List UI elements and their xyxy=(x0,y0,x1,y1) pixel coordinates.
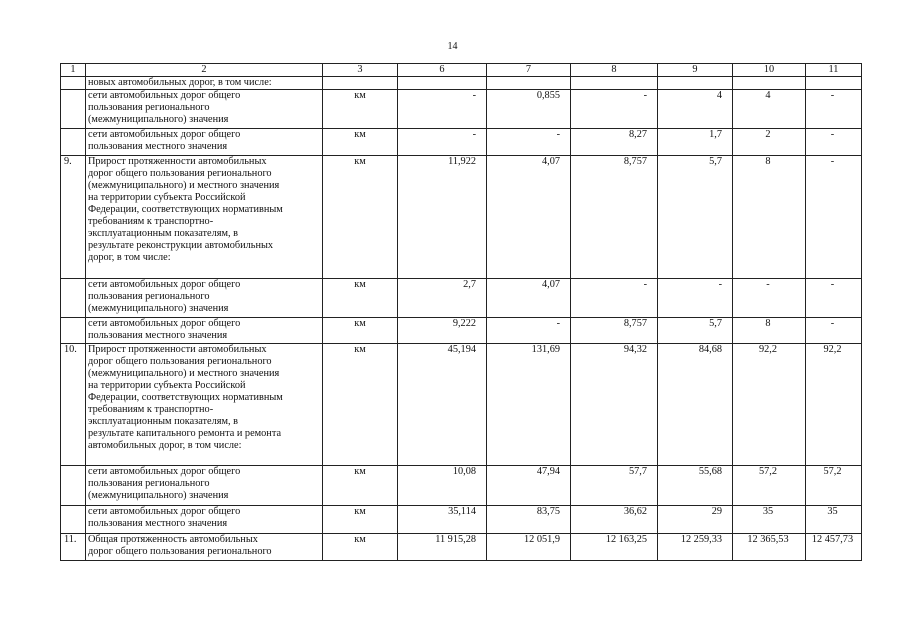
value-cell: 35,114 xyxy=(398,506,487,534)
value-cell: - xyxy=(806,279,862,318)
value-cell: 57,2 xyxy=(733,466,806,506)
value-cell: 92,2 xyxy=(733,344,806,466)
value-cell: 12 457,73 xyxy=(806,534,862,561)
description-line: дорог общего пользования регионального xyxy=(88,546,272,557)
row-number: 11. xyxy=(61,534,86,561)
row-description xyxy=(86,129,323,156)
row-description xyxy=(86,156,323,279)
row-description xyxy=(86,344,323,466)
table-row xyxy=(61,466,862,506)
value-cell: 4 xyxy=(733,90,806,129)
header-col-10: 10 xyxy=(733,64,806,77)
description-line: пользования регионального xyxy=(88,478,210,489)
value-cell: - xyxy=(487,318,571,344)
description-line: пользования местного значения xyxy=(88,141,228,152)
unit-cell: км xyxy=(323,90,398,129)
table-row xyxy=(61,534,862,561)
table-row xyxy=(61,90,862,129)
table-row xyxy=(61,506,862,534)
value-cell: 45,194 xyxy=(398,344,487,466)
row-number xyxy=(61,90,86,129)
unit-cell: км xyxy=(323,318,398,344)
value-cell: 92,2 xyxy=(806,344,862,466)
table-header-row xyxy=(61,64,862,77)
row-description xyxy=(86,77,323,90)
table-row xyxy=(61,156,862,279)
description-line: требованиям к транспортно- xyxy=(88,404,214,415)
indicators-table xyxy=(60,63,862,561)
value-cell: 8,757 xyxy=(571,318,658,344)
row-number xyxy=(61,279,86,318)
header-col-3: 3 xyxy=(323,64,398,77)
value-cell: - xyxy=(733,279,806,318)
value-cell xyxy=(487,77,571,90)
description-line: автомобильных дорог, в том числе: xyxy=(88,440,242,451)
value-cell: 131,69 xyxy=(487,344,571,466)
value-cell: - xyxy=(806,90,862,129)
value-cell: 2,7 xyxy=(398,279,487,318)
description-line: пользования местного значения xyxy=(88,330,228,341)
value-cell xyxy=(571,77,658,90)
description-line: сети автомобильных дорог общего xyxy=(88,129,241,140)
description-line: (межмуниципального) значения xyxy=(88,114,229,125)
description-line: пользования регионального xyxy=(88,102,210,113)
row-number xyxy=(61,506,86,534)
unit-cell: км xyxy=(323,534,398,561)
value-cell: 4,07 xyxy=(487,279,571,318)
row-description xyxy=(86,318,323,344)
value-cell: 57,2 xyxy=(806,466,862,506)
description-line: Прирост протяженности автомобильных xyxy=(88,156,267,167)
row-description xyxy=(86,90,323,129)
value-cell: - xyxy=(658,279,733,318)
value-cell: 11,922 xyxy=(398,156,487,279)
description-line: сети автомобильных дорог общего xyxy=(88,506,241,517)
description-line: новых автомобильных дорог, в том числе: xyxy=(88,77,272,88)
value-cell: - xyxy=(571,90,658,129)
value-cell: 83,75 xyxy=(487,506,571,534)
value-cell: 8,757 xyxy=(571,156,658,279)
value-cell: 57,7 xyxy=(571,466,658,506)
value-cell: 35 xyxy=(806,506,862,534)
unit-cell: км xyxy=(323,344,398,466)
value-cell: 8 xyxy=(733,318,806,344)
table-row xyxy=(61,129,862,156)
description-line: на территории субъекта Российской xyxy=(88,380,246,391)
value-cell: - xyxy=(487,129,571,156)
row-number xyxy=(61,318,86,344)
description-line: (межмуниципального) значения xyxy=(88,303,229,314)
value-cell: 36,62 xyxy=(571,506,658,534)
description-line: дорог общего пользования регионального xyxy=(88,168,272,179)
value-cell: - xyxy=(571,279,658,318)
value-cell: - xyxy=(398,90,487,129)
value-cell: 0,855 xyxy=(487,90,571,129)
value-cell: 11 915,28 xyxy=(398,534,487,561)
row-description xyxy=(86,279,323,318)
header-col-2: 2 xyxy=(86,64,323,77)
unit-cell xyxy=(323,77,398,90)
value-cell: - xyxy=(398,129,487,156)
row-description xyxy=(86,466,323,506)
value-cell: 4,07 xyxy=(487,156,571,279)
header-col-9: 9 xyxy=(658,64,733,77)
value-cell: 84,68 xyxy=(658,344,733,466)
description-line: (межмуниципального) и местного значения xyxy=(88,368,280,379)
value-cell: 8,27 xyxy=(571,129,658,156)
description-line: дорог, в том числе: xyxy=(88,252,171,263)
description-line: Прирост протяженности автомобильных xyxy=(88,344,267,355)
value-cell: 47,94 xyxy=(487,466,571,506)
value-cell xyxy=(658,77,733,90)
row-number xyxy=(61,129,86,156)
description-line: эксплуатационным показателям, в xyxy=(88,416,239,427)
unit-cell: км xyxy=(323,506,398,534)
value-cell: 29 xyxy=(658,506,733,534)
unit-cell: км xyxy=(323,156,398,279)
value-cell: 12 051,9 xyxy=(487,534,571,561)
value-cell: 12 259,33 xyxy=(658,534,733,561)
header-col-1: 1 xyxy=(61,64,86,77)
description-line: Федерации, соответствующих нормативным xyxy=(88,204,283,215)
row-number: 10. xyxy=(61,344,86,466)
row-number: 9. xyxy=(61,156,86,279)
value-cell: - xyxy=(806,318,862,344)
description-line: пользования регионального xyxy=(88,291,210,302)
table-row xyxy=(61,318,862,344)
value-cell xyxy=(733,77,806,90)
row-description xyxy=(86,506,323,534)
value-cell: - xyxy=(806,129,862,156)
description-line: пользования местного значения xyxy=(88,518,228,529)
value-cell: 5,7 xyxy=(658,318,733,344)
page-number: 14 xyxy=(447,41,458,52)
value-cell: 2 xyxy=(733,129,806,156)
description-line: (межмуниципального) и местного значения xyxy=(88,180,280,191)
description-line: дорог общего пользования регионального xyxy=(88,356,272,367)
header-col-6: 6 xyxy=(398,64,487,77)
value-cell: 35 xyxy=(733,506,806,534)
description-line: результате капитального ремонта и ремонта xyxy=(88,428,282,439)
header-col-7: 7 xyxy=(487,64,571,77)
description-line: на территории субъекта Российской xyxy=(88,192,246,203)
value-cell: 94,32 xyxy=(571,344,658,466)
value-cell: 10,08 xyxy=(398,466,487,506)
value-cell: 5,7 xyxy=(658,156,733,279)
value-cell xyxy=(806,77,862,90)
row-number xyxy=(61,466,86,506)
description-line: Федерации, соответствующих нормативным xyxy=(88,392,283,403)
table-row xyxy=(61,77,862,90)
row-description xyxy=(86,534,323,561)
unit-cell: км xyxy=(323,129,398,156)
value-cell xyxy=(398,77,487,90)
table-row xyxy=(61,344,862,466)
description-line: результате реконструкции автомобильных xyxy=(88,240,274,251)
unit-cell: км xyxy=(323,279,398,318)
description-line: сети автомобильных дорог общего xyxy=(88,318,241,329)
description-line: сети автомобильных дорог общего xyxy=(88,90,241,101)
description-line: (межмуниципального) значения xyxy=(88,490,229,501)
description-line: Общая протяженность автомобильных xyxy=(88,534,258,545)
value-cell: 55,68 xyxy=(658,466,733,506)
value-cell: 12 163,25 xyxy=(571,534,658,561)
value-cell: - xyxy=(806,156,862,279)
value-cell: 12 365,53 xyxy=(733,534,806,561)
description-line: эксплуатационным показателям, в xyxy=(88,228,239,239)
header-col-8: 8 xyxy=(571,64,658,77)
description-line: сети автомобильных дорог общего xyxy=(88,466,241,477)
header-col-11: 11 xyxy=(806,64,862,77)
description-line: сети автомобильных дорог общего xyxy=(88,279,241,290)
value-cell: 1,7 xyxy=(658,129,733,156)
value-cell: 4 xyxy=(658,90,733,129)
description-line: требованиям к транспортно- xyxy=(88,216,214,227)
unit-cell: км xyxy=(323,466,398,506)
table-row xyxy=(61,279,862,318)
value-cell: 9,222 xyxy=(398,318,487,344)
row-number xyxy=(61,77,86,90)
value-cell: 8 xyxy=(733,156,806,279)
